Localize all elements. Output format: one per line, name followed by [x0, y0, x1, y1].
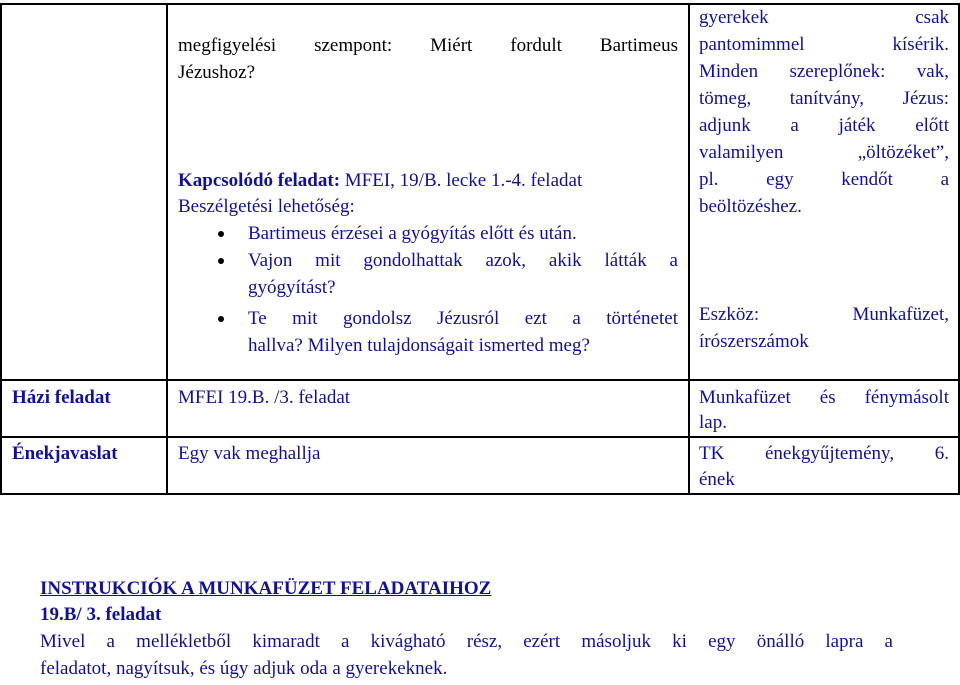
- bullet-dot-3: [218, 316, 224, 322]
- homework-tools-line-2: lap.: [699, 412, 727, 433]
- song-tools-line-2: ének: [699, 469, 735, 490]
- notes-line-2: pantomimmel kísérik.: [699, 34, 949, 55]
- table-border-left: [0, 3, 2, 495]
- homework-label: Házi feladat: [12, 387, 111, 408]
- col-divider-1: [166, 3, 168, 495]
- notes-line-1: gyerekek csak: [699, 7, 949, 28]
- bullet-dot-2: [218, 258, 224, 264]
- table-border-top: [0, 3, 960, 5]
- notes-line-5: adjunk a játék előtt: [699, 115, 949, 136]
- notes-line-8: beöltözéshez.: [699, 196, 802, 217]
- instructions-heading: INSTRUKCIÓK A MUNKAFÜZET FELADATAIHOZ: [40, 578, 492, 599]
- bullet-item-3-line-1: Te mit gondolsz Jézusról ezt a történetet: [248, 308, 678, 329]
- related-task-label: Kapcsolódó feladat:: [178, 170, 341, 191]
- instructions-subheading: 19.B/ 3. feladat: [40, 604, 162, 625]
- bullet-item-2-line-2: gyógyítást?: [248, 277, 336, 298]
- observation-line-1: megfigyelési szempont: Miért fordult Bartimeus: [178, 35, 678, 56]
- instructions-body-line-1: Mivel a mellékletből kimaradt a kivágható rész, ezért másoljuk ki egy önálló lapra a: [40, 631, 893, 652]
- bullet-item-3-line-2: hallva? Milyen tulajdonságait ismerted meg?: [248, 335, 590, 356]
- notes-line-4: tömeg, tanítvány, Jézus:: [699, 88, 949, 109]
- bullet-dot-1: [218, 231, 224, 237]
- bullet-item-2-line-1: Vajon mit gondolhattak azok, akik látták a: [248, 250, 678, 271]
- notes-line-3: Minden szereplőnek: vak,: [699, 61, 949, 82]
- song-content: Egy vak meghallja: [178, 443, 321, 464]
- instructions-body-line-2: feladatot, nagyítsuk, és úgy adjuk oda a gyerekeknek.: [40, 658, 448, 679]
- col-divider-2: [688, 3, 690, 495]
- tools-line-1: Eszköz: Munkafüzet,: [699, 304, 949, 325]
- related-task: [178, 169, 582, 193]
- related-task-value: MFEI, 19/B. lecke 1.-4. feladat: [340, 170, 583, 191]
- song-tools-line-1: TK énekgyűjtemény, 6.: [699, 443, 949, 464]
- notes-line-6: valamilyen „öltözéket”,: [699, 142, 949, 163]
- song-label: Énekjavaslat: [12, 443, 118, 464]
- observation-line-2: Jézushoz?: [178, 62, 256, 83]
- tools-line-2: írószerszámok: [699, 331, 809, 352]
- discussion-label: Beszélgetési lehetőség:: [178, 196, 355, 217]
- table-border-bottom: [0, 493, 960, 495]
- homework-content: MFEI 19.B. /3. feladat: [178, 387, 351, 408]
- row-divider-1: [0, 379, 960, 381]
- bullet-item-1: Bartimeus érzései a gyógyítás előtt és után.: [248, 223, 577, 244]
- row-divider-2: [0, 436, 960, 438]
- notes-line-7: pl. egy kendőt a: [699, 169, 949, 190]
- homework-tools-line-1: Munkafüzet és fénymásolt: [699, 387, 949, 408]
